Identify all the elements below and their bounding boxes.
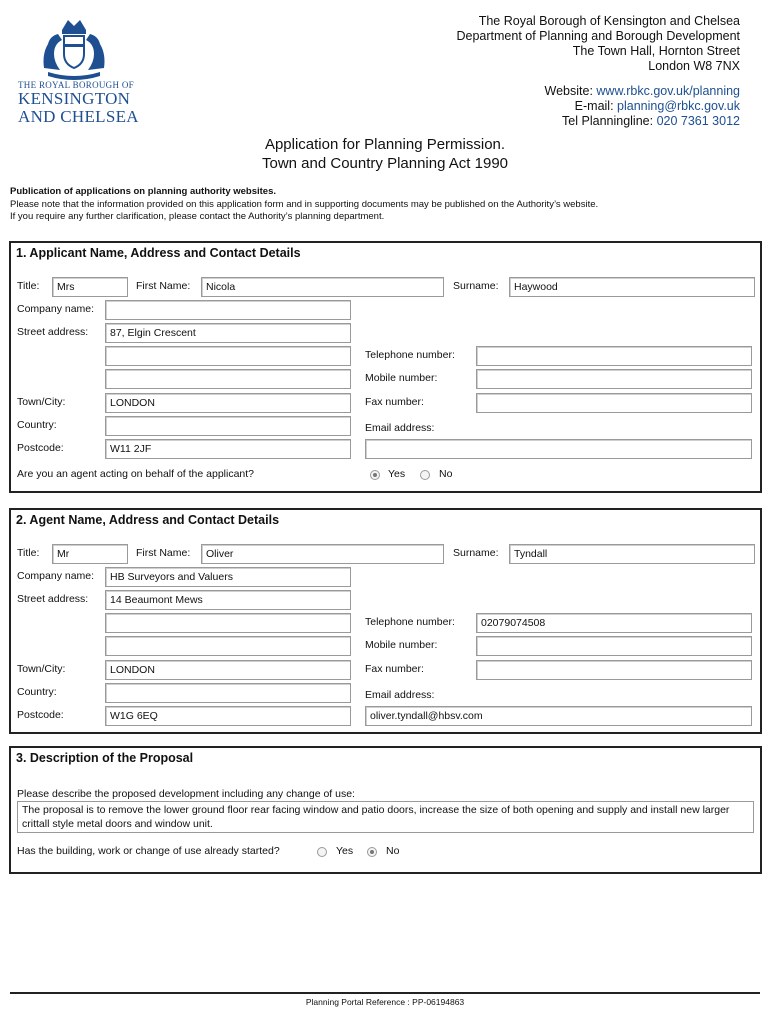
applicant-section [9,241,762,493]
applicant-fax-field[interactable] [476,393,752,413]
email-address-label: Email address: [365,422,435,434]
applicant-street-3-field[interactable] [105,369,351,389]
council-crest-logo [40,14,108,80]
council-name [18,80,148,126]
applicant-telephone-field[interactable] [476,346,752,366]
council-contact [545,84,740,129]
agent-first-name-field[interactable]: Oliver [201,544,444,564]
mobile-label: Mobile number: [365,372,438,384]
surname-label: Surname: [453,547,499,559]
publication-notice [10,186,760,224]
started-no-radio[interactable] [367,847,377,857]
first-name-label: First Name: [136,547,191,559]
section-heading: 3. Description of the Proposal [16,751,194,765]
council-name-line2: KENSINGTON [18,89,131,108]
fax-label: Fax number: [365,663,424,675]
applicant-country-field[interactable] [105,416,351,436]
email-label: E-mail: [574,99,614,113]
title-label: Title: [17,547,40,559]
started-yes-label: Yes [336,845,354,857]
agent-surname-field[interactable]: Tyndall [509,544,755,564]
applicant-street-1-field[interactable]: 87, Elgin Crescent [105,323,351,343]
town-city-label: Town/City: [17,396,66,408]
applicant-title-field[interactable]: Mrs [52,277,128,297]
agent-fax-field[interactable] [476,660,752,680]
footer-divider [10,992,760,994]
section-heading: 2. Agent Name, Address and Contact Details [16,513,280,527]
applicant-surname-field[interactable]: Haywood [509,277,755,297]
applicant-mobile-field[interactable] [476,369,752,389]
agent-section [9,508,762,734]
agent-yes-label: Yes [388,468,406,480]
tel-label: Tel Planningline: [562,114,654,128]
agent-street-1-field[interactable]: 14 Beaumont Mews [105,590,351,610]
applicant-town-field[interactable]: LONDON [105,393,351,413]
applicant-email-field[interactable] [365,439,752,459]
address-line: London W8 7NX [648,59,740,73]
surname-label: Surname: [453,280,499,292]
first-name-label: First Name: [136,280,191,292]
agent-yes-radio[interactable] [370,470,380,480]
proposal-section [9,746,762,874]
postcode-label: Postcode: [17,442,64,454]
agent-postcode-field[interactable]: W1G 6EQ [105,706,351,726]
tel-value: 020 7361 3012 [656,114,740,128]
applicant-street-2-field[interactable] [105,346,351,366]
website-link[interactable]: www.rbkc.gov.uk/planning [596,84,740,98]
email-link[interactable]: planning@rbkc.gov.uk [617,99,740,113]
telephone-label: Telephone number: [365,349,455,361]
agent-country-field[interactable] [105,683,351,703]
telephone-label: Telephone number: [365,616,455,628]
country-label: Country: [17,686,57,698]
agent-company-field[interactable]: HB Surveyors and Valuers [105,567,351,587]
postcode-label: Postcode: [17,709,64,721]
council-name-line1: THE ROYAL BOROUGH OF [18,80,134,90]
section-heading: 1. Applicant Name, Address and Contact Details [16,246,301,260]
country-label: Country: [17,419,57,431]
agent-no-label: No [439,468,453,480]
publication-line1: Please note that the information provided on this application form and in supporting documents may be published on the Authority’s website. [10,198,599,210]
applicant-postcode-field[interactable]: W11 2JF [105,439,351,459]
company-name-label: Company name: [17,303,95,315]
form-title-line1: Application for Planning Permission. [264,136,506,153]
mobile-label: Mobile number: [365,639,438,651]
agent-town-field[interactable]: LONDON [105,660,351,680]
form-title-line2: Town and Country Planning Act 1990 [262,155,508,172]
started-question: Has the building, work or change of use already started? [17,845,280,857]
agent-question: Are you an agent acting on behalf of the applicant? [17,468,255,480]
started-no-label: No [386,845,400,857]
agent-telephone-field[interactable]: 02079074508 [476,613,752,633]
address-line: The Town Hall, Hornton Street [572,44,740,58]
agent-no-radio[interactable] [420,470,430,480]
agent-street-2-field[interactable] [105,613,351,633]
street-address-label: Street address: [17,326,89,338]
agent-mobile-field[interactable] [476,636,752,656]
applicant-first-name-field[interactable]: Nicola [201,277,444,297]
town-city-label: Town/City: [17,663,66,675]
proposal-prompt: Please describe the proposed development including any change of use: [17,788,355,800]
street-address-label: Street address: [17,593,89,605]
form-title [0,135,770,173]
publication-heading: Publication of applications on planning authority websites. [10,186,277,197]
agent-email-field[interactable]: oliver.tyndall@hbsv.com [365,706,752,726]
publication-line2: If you require any further clarification, please contact the Authority’s planning department. [10,211,385,222]
address-line: The Royal Borough of Kensington and Chelsea [478,14,740,28]
agent-title-field[interactable]: Mr [52,544,128,564]
started-yes-radio[interactable] [317,847,327,857]
company-name-label: Company name: [17,570,95,582]
planning-portal-reference: Planning Portal Reference : PP-06194863 [305,997,465,1007]
title-label: Title: [17,280,40,292]
council-name-line3: AND CHELSEA [18,107,139,126]
email-address-label: Email address: [365,689,435,701]
applicant-company-field[interactable] [105,300,351,320]
fax-label: Fax number: [365,396,424,408]
address-line: Department of Planning and Borough Development [456,29,740,43]
council-address [456,14,740,74]
website-label: Website: [544,84,593,98]
agent-street-3-field[interactable] [105,636,351,656]
proposal-description-field[interactable]: The proposal is to remove the lower ground floor rear facing window and patio doors, increase the size of both opening and supply and install new larger crittall style metal doors and window unit. [17,801,754,833]
